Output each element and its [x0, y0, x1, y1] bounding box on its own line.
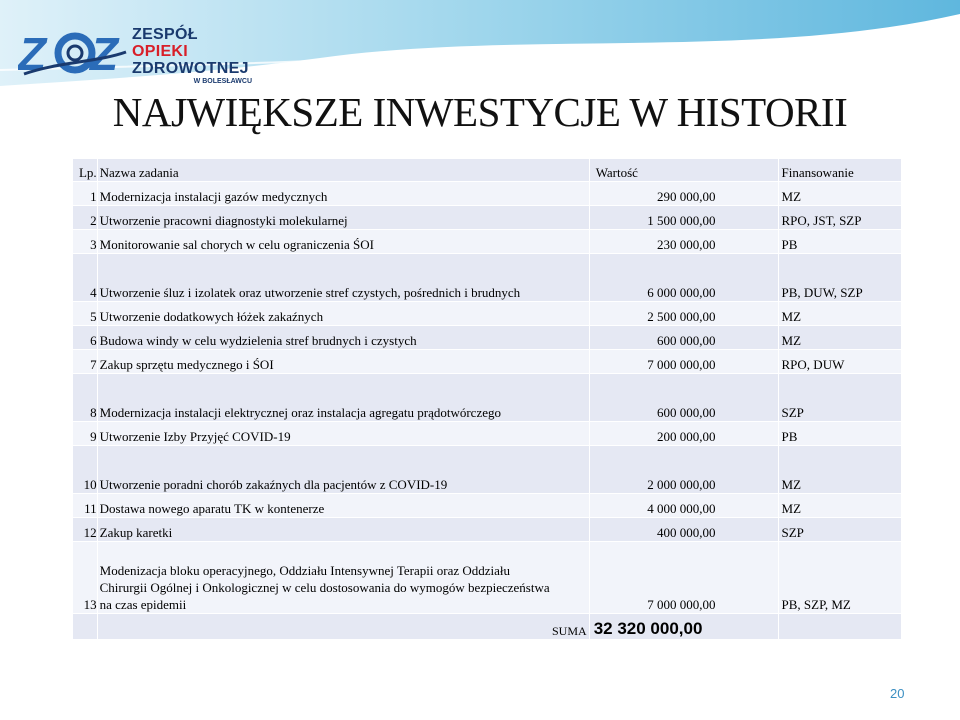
- row-funding: RPO, DUW: [778, 350, 901, 374]
- logo-word-zespol: ZESPÓŁ: [132, 26, 198, 43]
- row-value: 2 500 000,00: [589, 302, 778, 326]
- row-lp: 8: [73, 374, 98, 422]
- organization-logo: [18, 22, 252, 85]
- row-funding: SZP: [778, 518, 901, 542]
- table-row: [73, 206, 902, 230]
- table-row: [73, 518, 902, 542]
- row-lp: 3: [73, 230, 98, 254]
- row-lp: 12: [73, 518, 98, 542]
- row-lp: 9: [73, 422, 98, 446]
- svg-text:Z: Z: [18, 28, 47, 80]
- table-row: [73, 422, 902, 446]
- row-name: Utworzenie dodatkowych łóżek zakaźnych: [97, 302, 589, 326]
- row-value: 1 500 000,00: [589, 206, 778, 230]
- row-lp: 1: [73, 182, 98, 206]
- row-value: 7 000 000,00: [589, 542, 778, 614]
- row-name: Monitorowanie sal chorych w celu ograniczenia ŚOI: [97, 230, 589, 254]
- header-lp: Lp.: [73, 159, 98, 182]
- row-lp: 10: [73, 446, 98, 494]
- investments-table: [72, 158, 902, 640]
- row-value: 2 000 000,00: [589, 446, 778, 494]
- table-row: [73, 494, 902, 518]
- row-funding: MZ: [778, 494, 901, 518]
- row-name: Modernizacja instalacji elektrycznej oraz instalacja agregatu prądotwórczego: [97, 374, 589, 422]
- row-name: Utworzenie śluz i izolatek oraz utworzenie stref czystych, pośrednich i brudnych: [97, 254, 589, 302]
- row-lp: 7: [73, 350, 98, 374]
- logo-word-city: W BOLESŁAWCU: [193, 78, 252, 85]
- row-funding: PB, DUW, SZP: [778, 254, 901, 302]
- table-row: [73, 182, 902, 206]
- table-sum-row: [73, 614, 902, 640]
- row-value: 4 000 000,00: [589, 494, 778, 518]
- table-row: [73, 230, 902, 254]
- row-funding: MZ: [778, 326, 901, 350]
- header-funding: Finansowanie: [778, 159, 901, 182]
- row-name: [97, 542, 589, 614]
- header-name: Nazwa zadania: [97, 159, 589, 182]
- row-funding: PB, SZP, MZ: [778, 542, 901, 614]
- row-lp: 13: [73, 542, 98, 614]
- zoz-logo-mark-icon: [18, 22, 130, 80]
- row-value: 600 000,00: [589, 374, 778, 422]
- row-value: 400 000,00: [589, 518, 778, 542]
- table-row: [73, 374, 902, 422]
- row-name: Budowa windy w celu wydzielenia stref brudnych i czystych: [97, 326, 589, 350]
- row-lp: 4: [73, 254, 98, 302]
- row-lp: 2: [73, 206, 98, 230]
- row-value: 230 000,00: [589, 230, 778, 254]
- row-funding: SZP: [778, 374, 901, 422]
- row-funding: PB: [778, 230, 901, 254]
- row-funding: MZ: [778, 302, 901, 326]
- sum-label: SUMA: [97, 614, 589, 640]
- table-row: [73, 254, 902, 302]
- row-lp: 6: [73, 326, 98, 350]
- page-number: 20: [890, 686, 905, 701]
- row-name: Zakup sprzętu medycznego i ŚOI: [97, 350, 589, 374]
- table-header-row: [73, 159, 902, 182]
- row-name: Modernizacja instalacji gazów medycznych: [97, 182, 589, 206]
- row-funding: MZ: [778, 182, 901, 206]
- table-row: [73, 302, 902, 326]
- row-funding: PB: [778, 422, 901, 446]
- row-name-line: Chirurgii Ogólnej i Onkologicznej w celu dostosowania do wymogów bezpieczeństwa: [99, 580, 550, 595]
- row-value: 600 000,00: [589, 326, 778, 350]
- row-value: 200 000,00: [589, 422, 778, 446]
- row-name: Dostawa nowego aparatu TK w kontenerze: [97, 494, 589, 518]
- row-name-line: Modenizacja bloku operacyjnego, Oddziału Intensywnej Terapii oraz Oddziału: [99, 563, 511, 578]
- row-name: Utworzenie poradni chorób zakaźnych dla pacjentów z COVID-19: [97, 446, 589, 494]
- row-funding: RPO, JST, SZP: [778, 206, 901, 230]
- row-name: Utworzenie pracowni diagnostyki molekularnej: [97, 206, 589, 230]
- row-lp: 5: [73, 302, 98, 326]
- row-name: Zakup karetki: [97, 518, 589, 542]
- slide-title: NAJWIĘKSZE INWESTYCJE W HISTORII: [112, 89, 848, 135]
- row-value: 7 000 000,00: [589, 350, 778, 374]
- row-value: 290 000,00: [589, 182, 778, 206]
- header-value: Wartość: [589, 159, 778, 182]
- row-value: 6 000 000,00: [589, 254, 778, 302]
- logo-wordmark: [132, 26, 252, 86]
- table-row: [73, 326, 902, 350]
- logo-word-opieki: OPIEKI: [132, 43, 189, 60]
- svg-text:Z: Z: [90, 28, 119, 80]
- row-lp: 11: [73, 494, 98, 518]
- logo-word-zdrowotnej: ZDROWOTNEJ: [132, 60, 249, 77]
- row-name-line: na czas epidemii: [99, 597, 187, 612]
- table-row: [73, 542, 902, 614]
- table-row: [73, 350, 902, 374]
- row-name: Utworzenie Izby Przyjęć COVID-19: [97, 422, 589, 446]
- sum-value: 32 320 000,00: [589, 614, 778, 640]
- row-funding: MZ: [778, 446, 901, 494]
- table-row: [73, 446, 902, 494]
